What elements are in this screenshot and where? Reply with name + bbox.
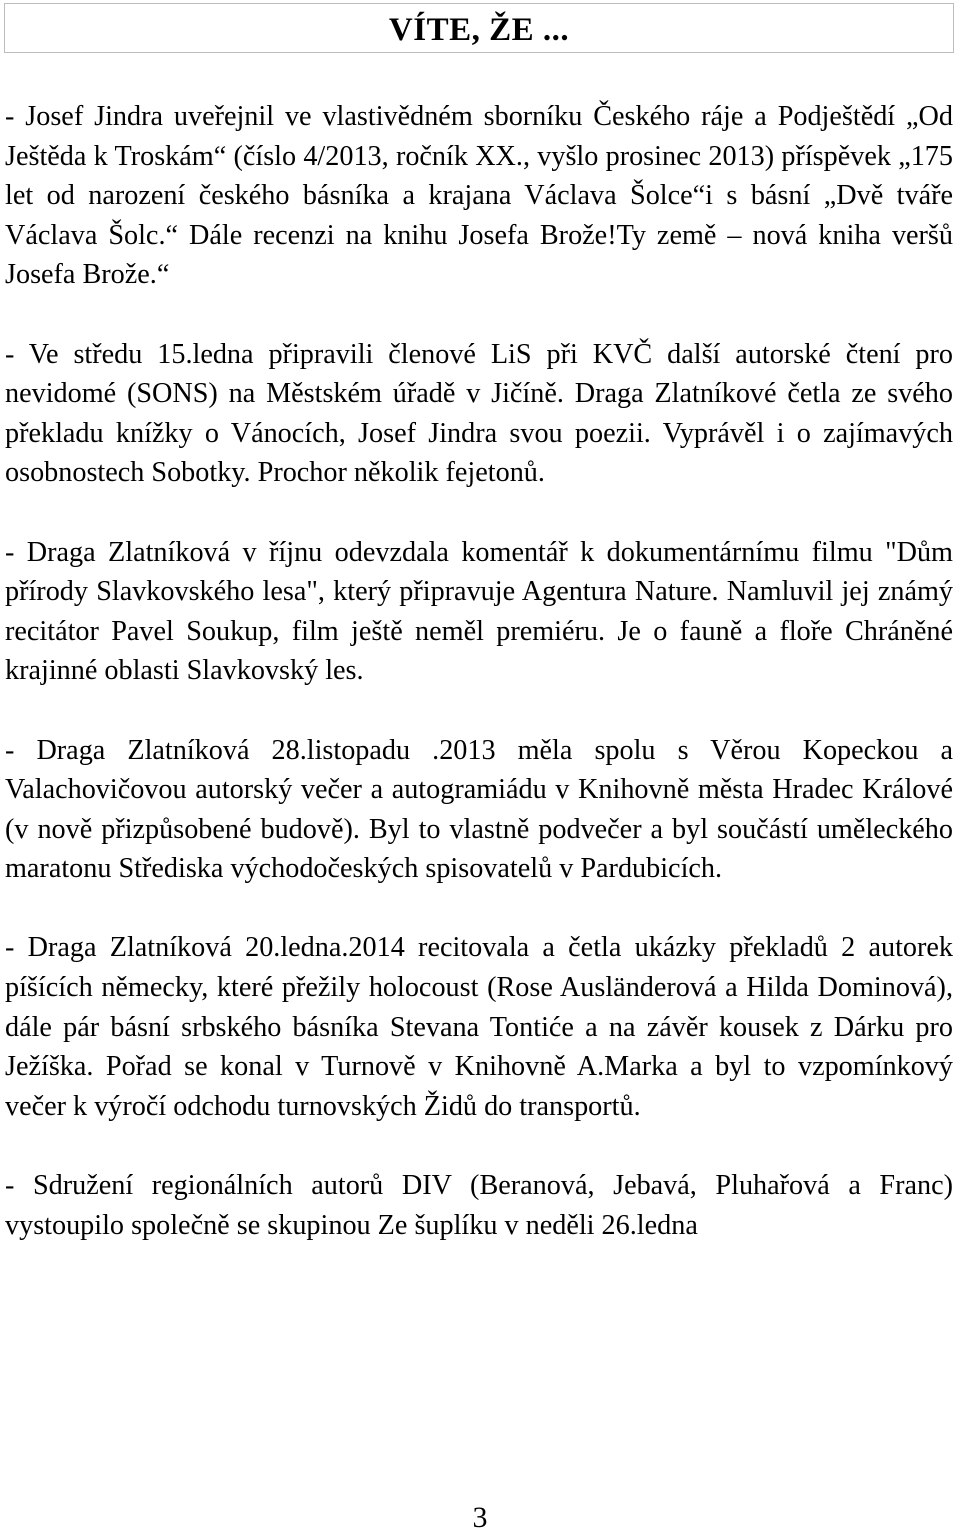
news-item-dokumentarni-film: - Draga Zlatníková v říjnu odevzdala komentář k dokumentárnímu filmu "Dům přírody Slavkovského lesa", který připravuje Agentura Nature. Namluvil jej známý recitátor Pavel Soukup, film ještě neměl premiéru. Je o fauně a floře Chráněné krajinné oblasti Slavkovský les. <box>5 536 953 687</box>
page-title: VÍTE, ŽE ... <box>388 12 570 48</box>
news-item-autorsky-vecer: - Draga Zlatníková 28.listopadu .2013 měla spolu s Věrou Kopeckou a Valachovičovou autorský večer a autogramiádu v Knihovně města Hradec Králové (v nově přizpůsobené budově). Byl to vlastně podvečer a byl součástí uměleckého maratonu Střediska východočeských spisovatelů v Pardubicích. <box>5 734 953 885</box>
news-item-sdruzeni-div: - Sdružení regionálních autorů DIV (Beranová, Jebavá, Pluhařová a Franc) vystoupilo společně se skupinou Ze šuplíku v neděli 26.ledna <box>5 1170 953 1241</box>
news-item-cteni-nevidomi: - Ve středu 15.ledna připravili členové LiS při KVČ další autorské čtení pro nevidomé (SONS) na Městském úřadě v Jičíně. Draga Zlatníkové četla ze svého překladu knížky o Vánocích, Josef Jindra svou poezii. Vyprávěl i o zajímavých osobnostech Sobotky. Prochor několik fejetonů. <box>5 338 953 489</box>
page-number: 3 <box>472 1501 488 1534</box>
news-item-recitace-turnov: - Draga Zlatníková 20.ledna.2014 recitovala a četla ukázky překladů 2 autorek píšících německy, které přežily holocoust (Rose Ausländerová a Hilda Dominová), dále pár básní srbského básníka Stevana Tontiće a na závěr kousek z Dárku pro Ježíška. Pořad se konal v Turnově v Knihovně A.Marka a byl to vzpomínkový večer k výročí odchodu turnovských Židů do transportů. <box>5 932 953 1122</box>
news-item-jindra-sbornik: - Josef Jindra uveřejnil ve vlastivědném sborníku Českého ráje a Podještědí „Od Ještěda k Troskám“ (číslo 4/2013, ročník XX., vyšlo prosinec 2013) příspěvek „175 let od narození českého básníka a krajana Václava Šolce“i s básní „Dvě tváře Václava Šolc.“ Dále recenzi na knihu Josefa Brože!Ty země – nová kniha veršů Josefa Brože.“ <box>5 101 953 291</box>
heading-box <box>4 3 954 53</box>
article-body <box>5 97 953 1245</box>
